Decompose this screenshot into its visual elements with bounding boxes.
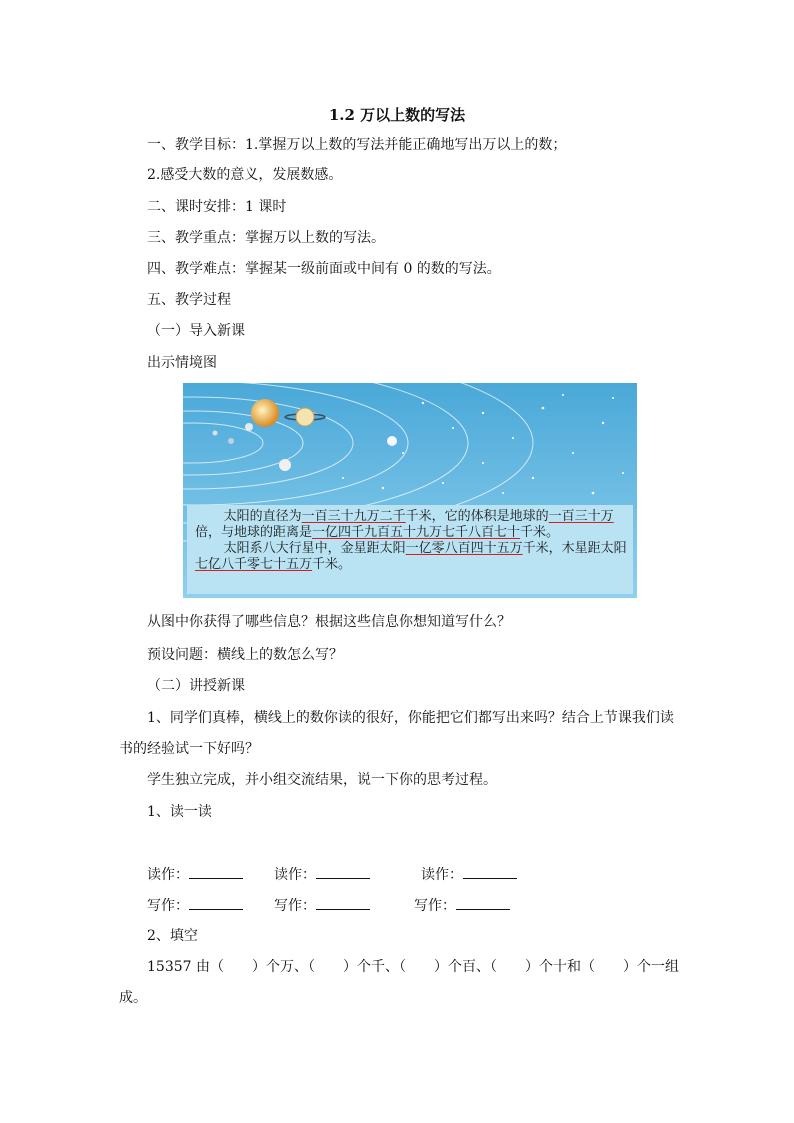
teaching-focus: 三、教学重点：掌握万以上数的写法。 xyxy=(147,230,385,246)
write-item-2: 写作： xyxy=(274,895,370,915)
teaching-process-heading: 五、教学过程 xyxy=(147,292,231,308)
answer-blank[interactable] xyxy=(316,864,370,879)
fill-blank-line-1: 15357 由（ ）个万、（ ）个千、（ ）个百、（ ）个十和（ ）个一组 xyxy=(147,959,679,975)
solar-system-figure xyxy=(183,383,637,598)
question-info: 从图中你获得了哪些信息？根据这些信息你想知道写什么？ xyxy=(147,614,511,630)
teaching-goal-2: 2.感受大数的意义，发展数感。 xyxy=(147,167,343,183)
write-item-3: 写作： xyxy=(414,895,510,915)
teaching-goal-1: 一、教学目标：1.掌握万以上数的写法并能正确地写出万以上的数； xyxy=(147,137,567,153)
answer-blank[interactable] xyxy=(189,895,243,910)
moon-planet xyxy=(279,459,291,471)
saturn-planet xyxy=(296,408,314,426)
write-item-1: 写作： xyxy=(147,895,243,915)
answer-blank[interactable] xyxy=(316,895,370,910)
uranus-planet xyxy=(387,436,397,446)
jupiter-planet xyxy=(251,399,279,427)
figure-paragraph-2: 太阳系八大行星中，金星距太阳一亿零八百四十五万千米，木星距太阳七亿八千零七十五万千米。 xyxy=(195,541,627,572)
read-item-1: 读作： xyxy=(147,864,243,884)
fill-heading: 2、填空 xyxy=(147,928,198,944)
show-scene-label: 出示情境图 xyxy=(147,355,217,371)
teaching-difficulty: 四、教学难点：掌握某一级前面或中间有 0 的数的写法。 xyxy=(147,261,501,277)
small-planet xyxy=(228,438,234,444)
answer-blank[interactable] xyxy=(189,864,243,879)
section-intro-heading: （一）导入新课 xyxy=(147,323,245,339)
read-item-3: 读作： xyxy=(421,864,517,884)
paragraph-1-line-2: 书的经验试一下好吗？ xyxy=(119,741,259,757)
small-planet xyxy=(213,431,218,436)
preset-question: 预设问题：横线上的数怎么写？ xyxy=(147,647,343,663)
read-item-2: 读作： xyxy=(274,864,370,884)
answer-blank[interactable] xyxy=(456,895,510,910)
lesson-schedule: 二、课时安排：1 课时 xyxy=(147,199,287,215)
paragraph-2: 学生独立完成，并小组交流结果，说一下你的思考过程。 xyxy=(147,772,497,788)
read-heading: 1、读一读 xyxy=(147,804,212,820)
section-new-lesson-heading: （二）讲授新课 xyxy=(147,678,245,694)
small-planet xyxy=(245,423,253,431)
answer-blank[interactable] xyxy=(463,864,517,879)
page-title: 1.2 万以上数的写法 xyxy=(328,106,466,124)
figure-caption xyxy=(195,509,627,573)
paragraph-1-line-1: 1、同学们真棒，横线上的数你读的很好，你能把它们都写出来吗？结合上节课我们读 xyxy=(147,710,674,726)
figure-paragraph-1: 太阳的直径为一百三十九万二千千米，它的体积是地球的一百三十万倍，与地球的距离是一亿四千九百五十九万七千八百七十千米。 xyxy=(195,509,614,540)
fill-blank-line-2: 成。 xyxy=(119,990,147,1006)
